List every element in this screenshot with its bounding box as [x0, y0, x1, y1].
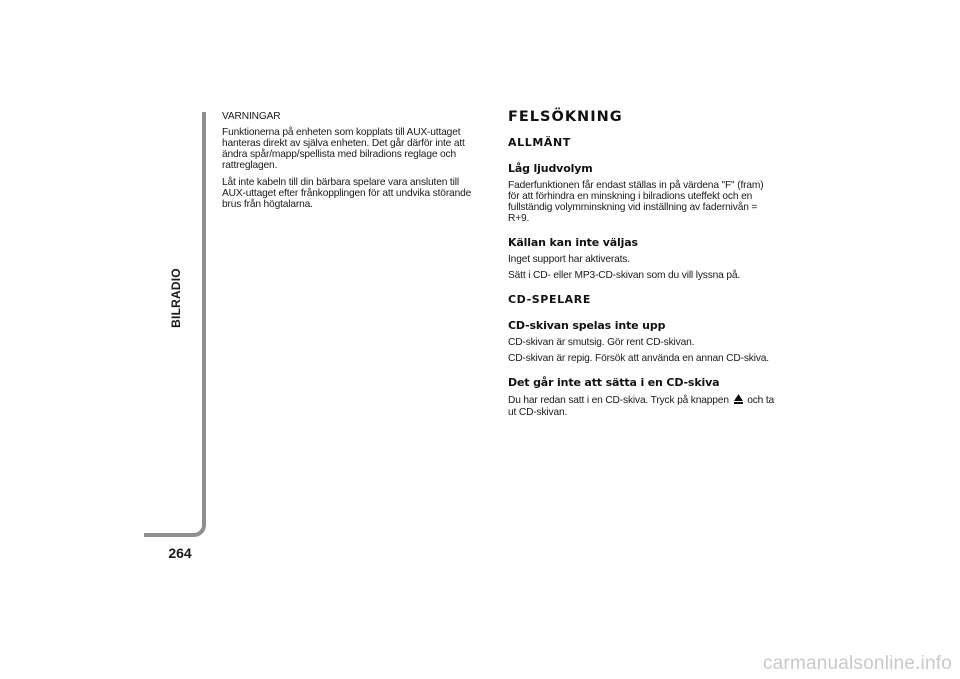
low-volume-text: Faderfunktionen får endast ställas in på värdena "F" (fram) för att förhindra en minskning i bilradions uteffekt och en fullständig volymminskning vid inställning av fadernivån = R+9. — [508, 180, 764, 224]
troubleshooting-heading: FELSÖKNING — [508, 109, 623, 125]
low-volume-heading: Låg ljudvolym — [508, 162, 593, 175]
section-side-label: BILRADIO — [169, 268, 183, 328]
cd-insert-text-after: och ta ut CD-skivan. — [508, 395, 775, 418]
source-text-1: Inget support har aktiverats. — [508, 254, 630, 265]
warning-paragraph-1: Funktionerna på enheten som kopplats till AUX-uttaget hanteras direkt av själva enheten. Det går därför inte att ändra spår/mapp/spellista med bilradions reglage och rattreglagen. — [222, 127, 465, 171]
cd-insert-heading: Det går inte att sätta i en CD-skiva — [508, 376, 720, 389]
page-number: 264 — [168, 545, 192, 561]
cd-not-playing-text-1: CD-skivan är smutsig. Gör rent CD-skivan. — [508, 337, 695, 348]
general-heading: ALLMÄNT — [508, 136, 571, 149]
left-column — [222, 111, 484, 216]
warning-paragraph-2: Låt inte kabeln till din bärbara spelare vara ansluten till AUX-uttaget efter frånkopplingen för att undvika störande brus från högtalarna. — [222, 177, 472, 210]
source-text-2: Sätt i CD- eller MP3-CD-skivan som du vill lyssna på. — [508, 270, 741, 281]
eject-icon — [734, 394, 743, 407]
right-column — [508, 109, 776, 423]
watermark: carmanualsonline.info — [762, 653, 952, 674]
cd-insert-text-before: Du har redan satt i en CD-skiva. Tryck på knappen — [508, 395, 729, 406]
warning-title: VARNINGAR — [222, 111, 281, 122]
cd-insert-text — [508, 394, 776, 418]
cd-not-playing-heading: CD-skivan spelas inte upp — [508, 319, 666, 332]
cd-player-heading: CD-SPELARE — [508, 293, 591, 306]
cd-not-playing-text-2: CD-skivan är repig. Försök att använda en annan CD-skiva. — [508, 353, 769, 364]
source-heading: Källan kan inte väljas — [508, 236, 638, 249]
